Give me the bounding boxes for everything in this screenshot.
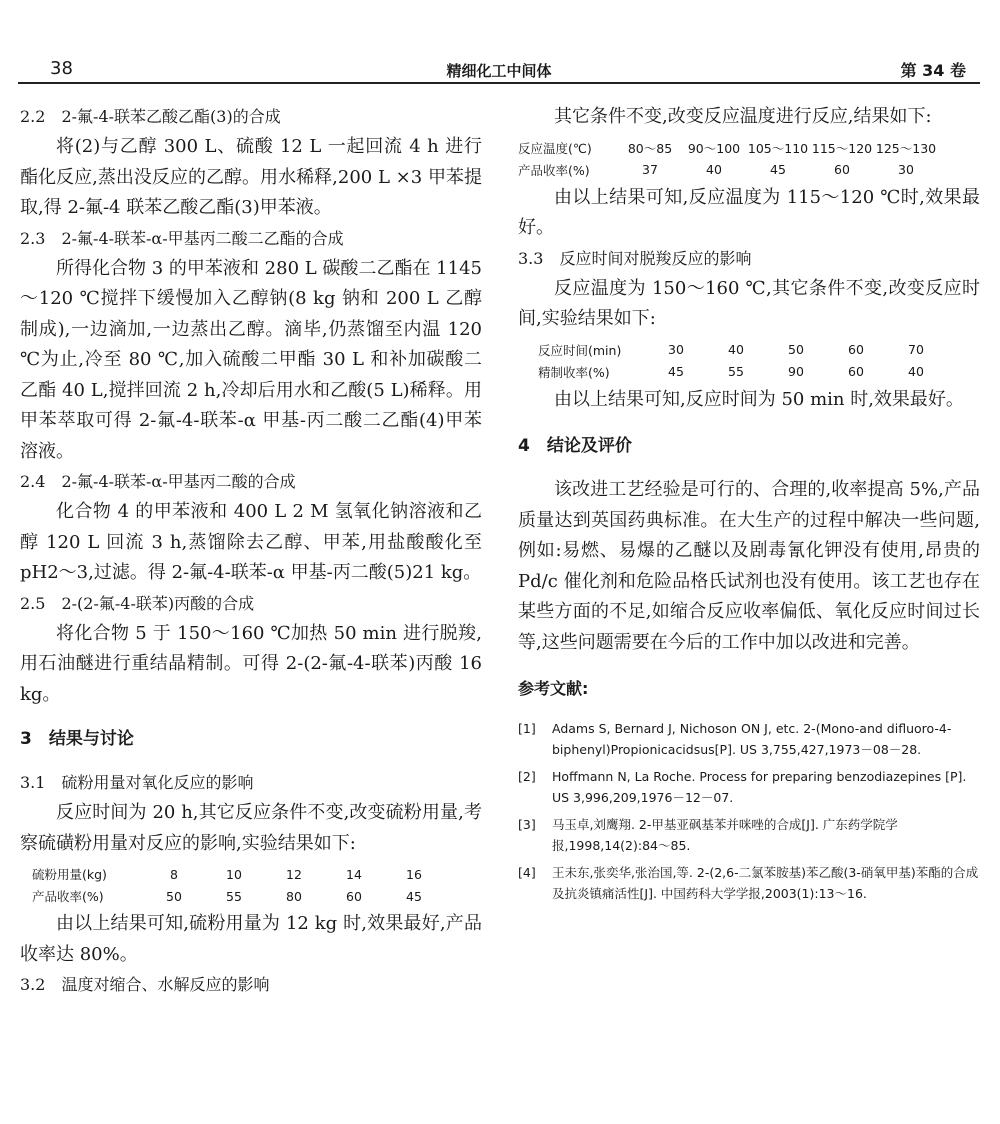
table-cell: 16 [406,866,422,882]
references-list [518,718,980,904]
section-2-4-title: 2.4 2-氟-4-联苯-α-甲基丙二酸的合成 [20,472,296,491]
row-label: 精制收率(%) [538,364,610,380]
section-3-1-conclusion: 由以上结果可知,硫粉用量为 12 kg 时,效果最好,产品收率达 80%。 [20,913,482,965]
time-table [538,339,946,383]
reference-item [518,862,980,904]
table-cell: 55 [728,364,744,379]
reference-number: [1] [518,721,536,736]
page-number: 38 [50,58,73,79]
table-cell: 50 [788,342,804,357]
table-cell: 14 [346,866,362,882]
section-3-1-body: 反应时间为 20 h,其它反应条件不变,改变硫粉用量,考察硫磺粉用量对反应的影响,实验结果如下: [20,802,482,854]
section-3-2-conclusion: 由以上结果可知,反应温度为 115～120 ℃时,效果最好。 [518,186,980,238]
section-2-4-body: 化合物 4 的甲苯液和 400 L 2 M 氢氧化钠溶液和乙醇 120 L 回流 3 h,蒸馏除去乙醇、甲苯,用盐酸酸化至 pH2～3,过滤。得 2-氟-4-联苯-α 甲基-丙二酸(5)21 kg。 [20,501,482,583]
section-4-title: 4 结论及评价 [518,436,632,456]
table-cell: 10 [226,866,242,882]
sulfur-table [32,863,444,907]
reference-text: Hoffmann N, La Roche. Process for preparing benzodiazepines [P]. US 3,996,209,1976－12－07. [552,769,967,805]
table-cell: 45 [668,364,684,379]
table-cell: 37 [642,162,658,177]
table-row [538,339,946,361]
table-cell: 40 [908,364,924,379]
table-cell: 60 [834,162,850,177]
table-cell: 55 [226,888,242,904]
reference-item [518,814,980,856]
table-row [538,361,946,383]
table-cell: 60 [848,342,864,357]
reference-text: 马玉卓,刘鹰翔. 2-甲基亚砜基苯并咪唑的合成[J]. 广东药学院学报,1998,14(2):84～85. [552,817,898,853]
section-3-3-body: 反应温度为 150～160 ℃,其它条件不变,改变反应时间,实验结果如下: [518,277,980,329]
reference-text: Adams S, Bernard J, Nichoson ON J, etc. 2-(Mono-and difluoro-4-biphenyl)Propionicacidsus[P]. US 3,755,427,1973－08－28. [552,721,952,757]
reference-number: [2] [518,769,536,784]
table-cell: 80～85 [627,140,673,156]
section-2-3-title: 2.3 2-氟-4-联苯-α-甲基丙二酸二乙酯的合成 [20,228,344,248]
table-cell: 45 [770,162,786,177]
section-2-3-body: 所得化合物 3 的甲苯液和 280 L 碳酸二乙酯在 1145～120 ℃搅拌下缓慢加入乙醇钠(8 kg 钠和 200 L 乙醇制成),一边滴加,一边蒸出乙醇。滴毕,仍蒸馏至内温 120 ℃为止,冷至 80 ℃,加入硫酸二甲酯 30 L 和补加碳酸二乙酯 40 L,搅拌回流 2 h,冷却后用水和乙酸(5 L)稀释。用甲苯萃取可得 2-氟-4-联苯-α 甲基-丙二酸二乙酯(4)甲苯溶液。 [20,257,482,462]
table-row [32,885,444,907]
left-column [20,102,482,1000]
reference-number: [3] [518,817,536,832]
row-label: 反应时间(min) [538,342,622,358]
table-cell: 45 [406,888,422,904]
volume-label: 第 34 卷 [900,61,966,80]
page-header [18,52,980,84]
table-row [518,159,938,181]
table-cell: 30 [668,342,684,357]
reference-item [518,766,980,808]
table-cell: 40 [706,162,722,177]
reference-number: [4] [518,865,536,880]
section-2-5-body: 将化合物 5 于 150～160 ℃加热 50 min 进行脱羧,用石油醚进行重结晶精制。可得 2-(2-氟-4-联苯)丙酸 16 kg。 [20,622,482,705]
row-label: 硫粉用量(kg) [32,867,107,882]
table-cell: 105～110 [747,140,809,156]
table-cell: 8 [170,866,178,882]
row-label: 反应温度(℃) [518,140,592,156]
section-3-1-title: 3.1 硫粉用量对氧化反应的影响 [20,773,254,792]
table-row [32,863,444,885]
table-cell: 80 [286,888,302,904]
table-cell: 125～130 [875,140,937,156]
right-column [518,102,980,910]
section-3-2-body: 其它条件不变,改变反应温度进行反应,结果如下: [554,106,932,127]
reference-text: 王未东,张奕华,张治国,等. 2-(2,6-二氯苯胺基)苯乙酸(3-硝氧甲基)苯酯的合成及抗炎镇痛活性[J]. 中国药科大学学报,2003(1):13～16. [552,865,979,901]
section-2-5-title: 2.5 2-(2-氟-4-联苯)丙酸的合成 [20,593,255,613]
references-title: 参考文献: [518,679,589,698]
reference-item [518,718,980,760]
row-label: 产品收率(%) [518,162,590,178]
table-cell: 115～120 [811,140,873,156]
section-3-2-title: 3.2 温度对缩合、水解反应的影响 [20,975,270,994]
table-cell: 90 [788,364,804,379]
section-2-2-title: 2.2 2-氟-4-联苯乙酸乙酯(3)的合成 [20,107,281,126]
row-label: 产品收率(%) [32,889,104,904]
table-cell: 60 [346,888,362,904]
temperature-table [518,137,938,181]
table-cell: 60 [848,364,864,379]
table-cell: 12 [286,866,302,882]
section-4-body: 该改进工艺经验是可行的、合理的,收率提高 5%,产品质量达到英国药典标准。在大生产的过程中解决一些问题,例如:易燃、易爆的乙醚以及剧毒氰化钾没有使用,昂贵的 Pd/c 催化剂和危险品格氏试剂也没有使用。该工艺也存在某些方面的不足,如缩合反应收率偏低、氧化反应时间过长等,这些问题需要在今后的工作中加以改进和完善。 [518,479,980,653]
section-3-3-title: 3.3 反应时间对脱羧反应的影响 [518,248,752,268]
table-cell: 30 [898,162,914,177]
table-cell: 50 [166,888,182,904]
section-2-2-body: 将(2)与乙醇 300 L、硫酸 12 L 一起回流 4 h 进行酯化反应,蒸出没反应的乙醇。用水稀释,200 L ×3 甲苯提取,得 2-氟-4 联苯乙酸乙酯(3)甲苯液。 [20,136,482,218]
table-cell: 40 [728,342,744,357]
table-cell: 90～100 [687,140,741,156]
table-row [518,137,938,159]
section-3-3-conclusion: 由以上结果可知,反应时间为 50 min 时,效果最好。 [554,388,964,410]
section-3-title: 3 结果与讨论 [20,729,134,749]
journal-title: 精细化工中间体 [446,62,552,80]
table-cell: 70 [908,342,924,357]
